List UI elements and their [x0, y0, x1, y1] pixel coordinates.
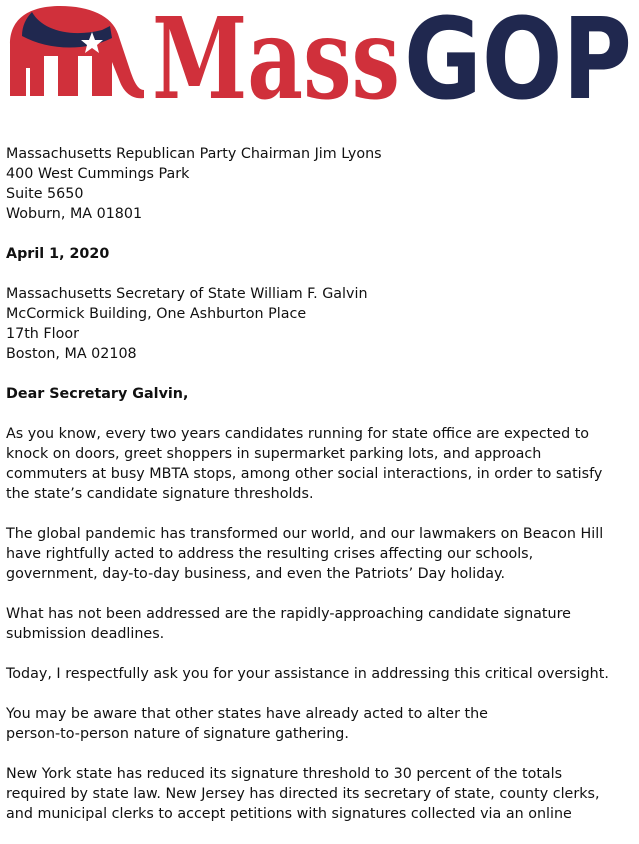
body-paragraph	[6, 704, 634, 744]
body-paragraph	[6, 664, 634, 684]
paragraph-line: New York state has reduced its signature threshold to 30 percent of the totals	[6, 766, 563, 782]
paragraph-line: required by state law. New Jersey has directed its secretary of state, county clerks,	[6, 786, 600, 802]
sender-line: Woburn, MA 01801	[6, 206, 143, 222]
salutation: Dear Secretary Galvin,	[6, 386, 189, 402]
paragraph-line: have rightfully acted to address the resulting crises affecting our schools,	[6, 546, 534, 562]
sender-line: 400 West Cummings Park	[6, 166, 190, 182]
recipient-line: Massachusetts Secretary of State William F. Galvin	[6, 286, 368, 302]
paragraph-line: You may be aware that other states have already acted to alter the	[6, 706, 488, 722]
body-paragraph	[6, 764, 634, 824]
paragraph-line: knock on doors, greet shoppers in supermarket parking lots, and approach	[6, 446, 542, 462]
logo-mass-text: Mass	[152, 4, 400, 104]
paragraph-line: As you know, every two years candidates running for state office are expected to	[6, 426, 590, 442]
sender-line: Suite 5650	[6, 186, 84, 202]
paragraph-line: and municipal clerks to accept petitions with signatures collected via an online	[6, 806, 572, 822]
massgop-logo-graphic	[8, 4, 634, 104]
body-paragraph	[6, 424, 634, 504]
logo-gop-text: GOP	[404, 4, 632, 104]
recipient-line: Boston, MA 02108	[6, 346, 137, 362]
recipient-address	[6, 284, 634, 364]
paragraph-line: commuters at busy MBTA stops, among other social interactions, in order to satisfy	[6, 466, 603, 482]
sender-line: Massachusetts Republican Party Chairman Jim Lyons	[6, 146, 382, 162]
paragraph-line: the state’s candidate signature thresholds.	[6, 486, 314, 502]
recipient-line: McCormick Building, One Ashburton Place	[6, 306, 307, 322]
body-paragraph	[6, 604, 634, 644]
paragraph-line: person-to-person nature of signature gathering.	[6, 726, 349, 742]
paragraph-line: Today, I respectfully ask you for your assistance in addressing this critical oversight.	[6, 666, 609, 682]
paragraph-line: government, day-to-day business, and even the Patriots’ Day holiday.	[6, 566, 505, 582]
paragraph-line: What has not been addressed are the rapidly-approaching candidate signature	[6, 606, 571, 622]
massgop-logo	[8, 4, 634, 104]
sender-address	[6, 144, 634, 224]
elephant-icon	[10, 6, 144, 98]
paragraph-line: submission deadlines.	[6, 626, 165, 642]
body-paragraph	[6, 524, 634, 584]
paragraph-line: The global pandemic has transformed our world, and our lawmakers on Beacon Hill	[6, 526, 604, 542]
letter-date: April 1, 2020	[6, 246, 110, 262]
recipient-line: 17th Floor	[6, 326, 79, 342]
letter-body	[6, 144, 634, 844]
